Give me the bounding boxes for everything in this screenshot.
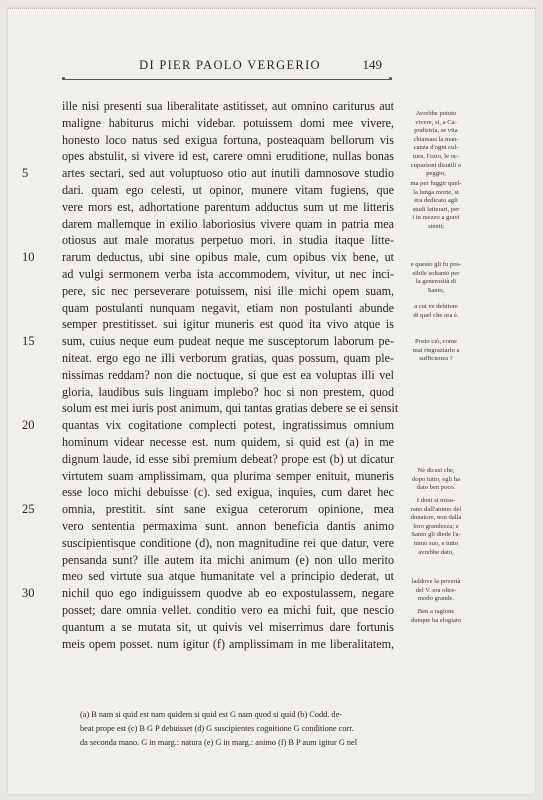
- rule-dot-left: [62, 77, 65, 80]
- line-text: rarum deductus, ubi sine opibus male, cum opibus vix bene, ut: [62, 250, 394, 265]
- line-text: dari. quam ego celesti, ut opinor, munere vitam fugiens, que: [62, 182, 394, 197]
- margin-note: Ben a ragione dunque ha elogiato: [410, 608, 462, 624]
- text-line: [62, 350, 394, 367]
- page-edge-marks: [8, 8, 535, 15]
- line-text: quantas vix cogitatione complecti potest, ingratissimus omnium: [62, 418, 394, 433]
- text-line: [62, 400, 399, 417]
- line-text: suscipientisque conditione (d), non magnitudine rei que datur, vere: [62, 535, 394, 550]
- line-text: omnia, prestitit. sint sane exigua ceterorum opinione, mea: [62, 502, 394, 517]
- text-line: [22, 249, 394, 266]
- line-text: semper prestitisset. sui igitur muneris est quod ita vivo atque is: [62, 317, 394, 332]
- line-text: nissimas reddam? non die noctuque, si que est ea voluptas illi vel: [62, 367, 394, 382]
- footnote-line: da seconda mano. G in marg.: natura (e) G in marg.: animo (f) B P aum igitur G nel: [80, 738, 358, 747]
- line-text: ille nisi presenti sua liberalitate astitisset, aut omnino cariturus aut: [62, 99, 394, 113]
- text-line: [62, 451, 394, 468]
- line-text: quam postulanti nunquam negavit, etiam non postulanti abunde: [62, 300, 394, 315]
- line-text: solum est mei iuris post animum, qui tantas gratias debere se ei sensit: [62, 401, 399, 416]
- text-line: [62, 434, 394, 451]
- line-text: artes sectari, sed aut voluptuoso otio aut inutili damnosove studio: [62, 166, 394, 181]
- line-text: vere mors est, adhortatione parentum adductus sum ut me litteris: [62, 199, 394, 214]
- line-text: pere, sic nec perseverare potuissem, nisi ille michi opem suam,: [62, 283, 394, 298]
- text-line: [62, 535, 394, 552]
- footnotes: [80, 708, 410, 750]
- margin-note: Avrebbe potuto vivere, si, a Ca- podistria, se vita chiamasi la man- canza d'ogni cul- tura, l'ozio, le oc- cupazioni disutili o peggio,: [410, 110, 462, 178]
- text-line: [62, 484, 394, 501]
- line-text: opes abstulit, si vivere id est, carere omni eruditione, nullas bonas: [62, 149, 394, 164]
- margin-note: Posto ciò, come mai ringraziarlo a sufficienza ?: [412, 338, 460, 363]
- text-line: [62, 619, 394, 636]
- text-line: [62, 602, 394, 619]
- footnote-line: beat prope est (c) B G P debuisset (d) G suscipientes cognitione G conditione corr.: [80, 724, 354, 733]
- text-line: [62, 468, 394, 485]
- text-line: [62, 266, 394, 283]
- line-text: sum, cuius neque eum pudeat neque me susceptorum laborum pe-: [62, 334, 394, 349]
- text-line: [62, 199, 394, 216]
- text-line: [62, 216, 394, 233]
- text-line: [22, 501, 394, 518]
- line-number: 20: [22, 418, 35, 433]
- line-number: 15: [22, 334, 35, 349]
- text-line: [22, 585, 394, 602]
- line-text: otiosus aut male moratus perpetuo mori. in studia itaque litte-: [62, 233, 394, 248]
- text-line: [22, 417, 394, 434]
- text-line: [62, 384, 394, 401]
- line-number: 30: [22, 586, 35, 601]
- line-number: 10: [22, 250, 35, 265]
- line-text: esse loco michi debuisse (c). sed exigua, inquies, cum daret hec: [62, 485, 394, 500]
- text-line: [62, 518, 394, 535]
- text-line: [62, 636, 394, 653]
- text-line: [62, 300, 394, 317]
- footnote-line: (a) B nam si quid est nam quidem si quid est G nam quod si quid (b) Codd. de-: [80, 710, 343, 719]
- margin-note: Nè dicasi che, dopo tutto, egli ha dato ben poco.: [412, 467, 460, 492]
- line-text: gloria, laudibus suis linguam implebo? hoc si non prestem, quod: [62, 384, 394, 399]
- line-number: 5: [22, 166, 29, 181]
- margin-note: ma per fuggir quel- la lunga morte, si era dedicato agli studi letterari, per i in mezzo a gravi stenti;: [410, 180, 462, 230]
- margin-note: laddove la povertà del V. era oltre- modo grande.: [411, 578, 461, 603]
- line-text: meo sed virtute sua atque humanitate vel a principio dederat, ut: [62, 569, 394, 584]
- margin-note: I doni si misu- rano dall'animo del donatore, non dalla loro grandezza; e Santo gli diede l'a- nimo suo, e tutto avrebbe dato,: [410, 497, 462, 556]
- line-text: nichil quo ego indiguissem quodve ab eo expostulassem, negare: [62, 586, 394, 601]
- text-line: [62, 367, 394, 384]
- rule-dot-right: [389, 77, 392, 80]
- line-text: virtutem suam amplissimam, qua plurima semper enituit, muneris: [62, 468, 394, 483]
- line-text: honesto loco natus sed exigua fortuna, posteaquam bellorum vis: [62, 132, 394, 147]
- line-text: ad vulgi sermonem verba ista accommodem, vivitur, ut nec inci-: [62, 266, 394, 281]
- line-text: quantum a se mutata sit, ut quivis vel miserrimus dare fortunis: [62, 619, 394, 634]
- text-line: [62, 316, 394, 333]
- line-text: hominum videar necesse est. num quidem, si quid est (a) in me: [62, 434, 394, 449]
- text-line: [22, 333, 394, 350]
- line-number: 25: [22, 502, 35, 517]
- text-line: [62, 98, 394, 115]
- line-text: darem mallemque in exilio laboriosius vivere quam in patria mea: [62, 216, 394, 231]
- line-text: niteat. ergo ego ne illi verborum gratias, quas possum, quam ple-: [62, 350, 394, 365]
- margin-note: a cui ve debitore di quel che ora è.: [413, 303, 459, 319]
- text-line: [62, 115, 394, 132]
- text-line: [62, 283, 394, 300]
- page-number: 149: [362, 57, 382, 72]
- line-text: posset; dare omnia vellet. conditio vero ea michi fuit, que nescio: [62, 602, 394, 617]
- running-head-title: DI PIER PAOLO VERGERIO: [139, 58, 321, 72]
- main-text: [22, 98, 399, 652]
- line-text: vero sententia permaxima sunt. annon beneficia dantis animo: [62, 518, 394, 533]
- line-text: dignum laude, id esse sibi premium debeat? prope est (b) ut dicatur: [62, 451, 394, 466]
- text-line: [62, 182, 394, 199]
- text-line: [62, 232, 394, 249]
- line-text: pensanda sunt? ille autem ita michi animum (e) non ullo merito: [62, 552, 394, 567]
- line-text: meis opem posset. num igitur (f) amplissimam in me liberalitatem,: [62, 636, 394, 651]
- line-text: maligne habiturus michi videbar. potuissem domi mee vivere,: [62, 115, 394, 130]
- text-line: [62, 568, 394, 585]
- text-line: [62, 148, 394, 165]
- text-line: [22, 165, 394, 182]
- text-line: [62, 552, 394, 569]
- text-line: [62, 132, 394, 149]
- header-rule: [62, 79, 392, 80]
- margin-note: e questo gli fu pos- sibile soltanto per la generosità di Santo,: [410, 261, 462, 294]
